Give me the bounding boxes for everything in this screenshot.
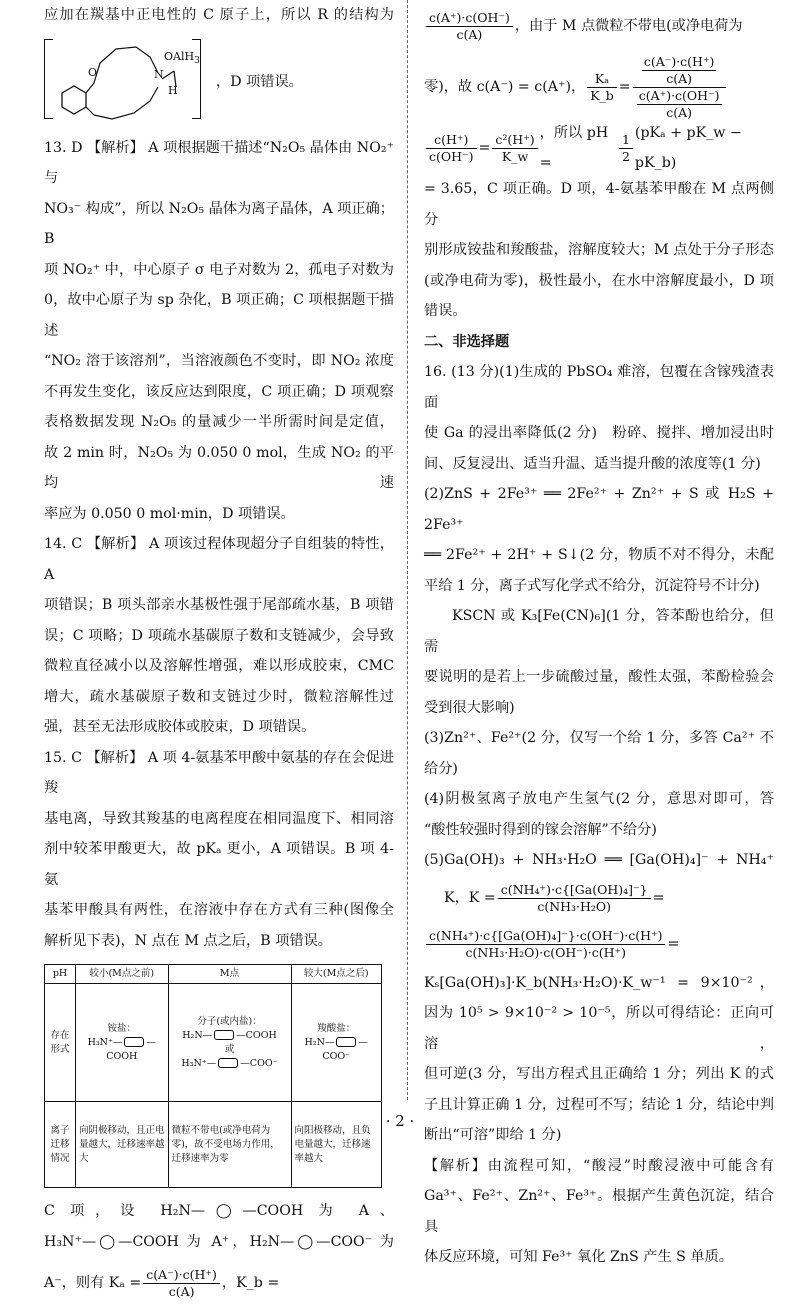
section-title: 二、非选择题	[424, 333, 510, 350]
k-equation	[424, 876, 774, 922]
q16-line: (2)ZnS + 2Fe³⁺ ══ 2Fe²⁺ + Zn²⁺ + S 或 H₂S + 2Fe³⁺	[424, 486, 774, 533]
form-table	[44, 964, 382, 1188]
q15-line: 解析见下表)，N 点在 M 点之后，B 项错误。	[44, 932, 332, 949]
q13-line: 率应为 0.050 0 mol·min，D 项错误。	[44, 505, 295, 522]
formula: H₃N⁺— —COO⁻	[181, 1057, 278, 1069]
nitrogen-label: N	[154, 67, 164, 81]
structure-r	[44, 33, 394, 123]
right-column	[424, 0, 774, 1273]
q15-line: 基苯甲酸具有两性，在溶液中存在方式有三种(图像全	[44, 902, 394, 918]
kb-fraction: $\frac{c(A^+)\cdot c(OH^-)}{c(A)}$	[426, 10, 513, 43]
ka-kb-fraction: $\frac{\text{Kₐ}}{K\_b}$	[587, 71, 617, 104]
alh3-group-label: OAlH$_3$	[164, 49, 200, 66]
q16-line: 给分)	[424, 760, 458, 777]
q16-line: 受到很大影响)	[424, 699, 515, 716]
q16-line: ══ 2Fe²⁺ + 2H⁺ + S↓(2 分，物质不对不得分，未配	[424, 547, 774, 563]
q15-line: 15. C 【解析】 A 项 4-氨基苯甲酸中氨基的存在会促进羧	[44, 749, 394, 796]
table-header: 较小(M点之前)	[76, 965, 169, 984]
table-header-row	[45, 965, 382, 984]
q13-line: 0，故中心原子为 sp 杂化，B 项正确；C 项根据题干描述	[44, 292, 394, 339]
formula: H₃N⁺— —COOH	[87, 1036, 156, 1062]
ph-equation: $\frac{c(H^+)}{c(OH^-)}$ = $\frac{\text{c²(H⁺)}}{K\_w}$ ，所以 pH = $\frac{1}{2}$ (pKₐ + pK_w − pK_b)	[424, 122, 774, 174]
c-line: H₃N⁺—◯—COOH 为 A⁺，H₂N—◯—COO⁻ 为	[44, 1233, 394, 1250]
equals: =	[618, 78, 631, 95]
q16-line: (3)Zn²⁺、Fe²⁺(2 分，仅写一个给 1 分，多答 Ca²⁺ 不	[424, 730, 774, 746]
c-line: C 项，设 H₂N—◯—COOH 为 A、	[44, 1203, 394, 1219]
q14-line: 强，甚至无法形成胶体或胶束，D 项错误。	[44, 719, 316, 735]
intro-line: 应加在羰基中正电性的 C 原子上，所以 R 的结构为	[44, 7, 394, 23]
ph-tail: (pKₐ + pK_w − pK_b)	[634, 124, 742, 171]
question-15	[44, 743, 394, 957]
h-oh-fraction: $\frac{c(H^+)}{c(OH^-)}$	[426, 132, 477, 165]
k-prefix: K，K =	[444, 890, 496, 907]
q15-line: 剂中较苯甲酸更大，故 pKₐ 更小，A 项错误。B 项 4-氨	[44, 841, 394, 888]
analysis-line: 【解析】由流程可知，“酸浸”时酸浸液中可能含有	[424, 1157, 774, 1174]
d-line: 错误。	[424, 303, 467, 319]
q16-line: 平给 1 分，离子式写化学式不给分，沉淀符号不计分)	[424, 577, 760, 594]
q16-line: 因为 10⁵ > 9×10⁻² > 10⁻⁵，所以可得结论：正向可溶，	[424, 1005, 774, 1052]
ka-equation	[44, 1257, 394, 1309]
q14-line: 项错误；B 项头部亲水基极性强于尾部疏水基，B 项错	[44, 597, 394, 613]
table-cell: 向阳极移动，且负电量越大，迁移速率越大	[291, 1102, 382, 1188]
q15-line: 基电离，导致其羧基的电离程度在相同温度下、相同溶	[44, 810, 394, 827]
hydrogen-label: H	[168, 83, 178, 97]
structure-caption: ，D 项错误。	[216, 73, 303, 90]
k-fraction: $\frac{\text{c(NH₄⁺)·c\{[Ga(OH)₄]⁻\}}}{\text{c(NH₃·H₂O)}}$	[498, 882, 651, 915]
table-header: pH	[45, 965, 76, 984]
q14-line: 14. C 【解析】 A 项该过程体现超分子自组装的特性，A	[44, 536, 394, 583]
q16-line: Kₛ[Ga(OH)₃]·K_b(NH₃·H₂O)·K_w⁻¹ = 9×10⁻²，	[424, 974, 774, 991]
ratio-equation	[424, 52, 774, 122]
compound-fraction: $\frac{\frac{c(A^-)\cdot c(H^+)}{c(A)}}{\frac{c(A^+)\cdot c(OH^-)}{c(A)}}$	[633, 54, 726, 121]
analysis-line: Ga³⁺、Fe²⁺、Zn²⁺、Fe³⁺。根据产生黄色沉淀，结合具	[424, 1188, 774, 1235]
kb-text: ，由于 M 点微粒不带电(或净电荷为	[514, 17, 743, 34]
question-13	[44, 133, 394, 530]
q14-line: 误；C 项略；D 项疏水基碳原子数和支链减少，会导致	[44, 627, 394, 644]
h2-kw-fraction: $\frac{\text{c²(H⁺)}}{K\_w}$	[492, 132, 537, 165]
c-item	[44, 1196, 394, 1309]
q16-line: 子且计算正确 1 分，过程可不写；结论 1 分，结论中判	[424, 1096, 774, 1113]
ka-prefix: A⁻，则有 Kₐ =	[44, 1274, 142, 1291]
q13-line: “NO₂ 溶于该溶剂”，当溶液颜色不变时，即 NO₂ 浓度	[44, 353, 394, 369]
q13-line: 故 2 min 时，N₂O₅ 为 0.050 0 mol，生成 NO₂ 的平均速	[44, 444, 394, 491]
d-line: (或净电荷为零)，极性最小，在水中溶解度最小，D 项	[424, 272, 774, 289]
q16-line: 使 Ga 的浸出率降低(2 分) 粉碎、搅拌、增加浸出时	[424, 425, 774, 441]
crown-ether-structure-icon	[50, 35, 200, 123]
right-bracket	[192, 39, 201, 119]
q14-line: 微粒直径减小以及溶解性增强，难以形成胶束，CMC	[44, 658, 394, 674]
d-line: = 3.65，C 项正确。D 项，4-氨基苯甲酸在 M 点两侧分	[424, 181, 774, 228]
analysis-line: 体反应环境，可知 Fe³⁺ 氧化 ZnS 产生 S 单质。	[424, 1249, 733, 1265]
cell-title: 铵盐：	[107, 1022, 137, 1034]
q16-line: KSCN 或 K₃[Fe(CN)₆](1 分，答苯酚也给分，但需	[424, 608, 774, 655]
q14-line: 增大，疏水基碳原子数和支链过少时，微粒溶解性过	[44, 688, 394, 705]
formula: H₂N— —COO⁻	[304, 1036, 368, 1062]
question-16	[424, 357, 774, 1273]
table-cell	[76, 984, 169, 1102]
ether-oxygen-label: O	[88, 65, 98, 79]
q13-line: 表格数据发现 N₂O₅ 的量减少一半所需时间是定值，	[44, 414, 394, 430]
k-long-fraction: $\frac{\text{c(NH₄⁺)·c\{[Ga(OH)₄]⁻\}·c(OH⁻)·c(H⁺)}}{\text{c(NH₃·H₂O)·c(OH⁻)·c(H⁺)}}$	[426, 928, 665, 961]
q16-line: 但可逆(3 分，写出方程式且正确给 1 分；列出 K 的式	[424, 1066, 774, 1082]
q16-line: 16. (13 分)(1)生成的 PbSO₄ 难溶，包覆在含镓残渣表面	[424, 364, 774, 411]
page-number: · 2 ·	[385, 1112, 415, 1130]
q13-line: 13. D 【解析】 A 项根据题干描述“N₂O₅ 晶体由 NO₂⁺ 与	[44, 139, 394, 186]
q13-line: 项 NO₂⁺ 中，中心原子 σ 电子对数为 2，孤电子对数为	[44, 261, 394, 278]
kb-equation	[424, 0, 774, 52]
table-header: 较大(M点之后)	[291, 965, 382, 984]
q16-line: 要说明的是若上一步硫酸过量，酸性太强，苯酚检验会	[424, 669, 774, 685]
ratio-text: 零)，故 c(A⁻) = c(A⁺)，	[424, 78, 586, 95]
table-cell	[291, 984, 382, 1102]
equals: =	[667, 936, 680, 953]
or-label: 或	[224, 1043, 235, 1055]
q16-line: 断出“可溶”即给 1 分)	[424, 1127, 562, 1143]
d-line: 别形成铵盐和羧酸盐，溶解度较大；M 点处于分子形态	[424, 242, 774, 258]
q13-line: NO₃⁻ 构成”，所以 N₂O₅ 晶体为离子晶体，A 项正确；B	[44, 200, 394, 247]
kb-prefix: ，K_b =	[221, 1274, 280, 1291]
q16-line: “酸性较强时得到的镓会溶解”不给分)	[424, 821, 657, 838]
table-row	[45, 984, 382, 1102]
question-14	[44, 529, 394, 743]
q16-line: (5)Ga(OH)₃ + NH₃·H₂O ══ [Ga(OH)₄]⁻ + NH₄⁺	[424, 852, 774, 868]
table-cell: 向阴极移动，且正电量越大，迁移速率越大	[76, 1102, 169, 1188]
cell-title: 羧酸盐：	[317, 1022, 356, 1034]
q13-line: 不再发生变化，该反应达到限度，C 项正确；D 项观察	[44, 383, 394, 400]
half-fraction: $\frac{1}{2}$	[619, 132, 633, 165]
q16-line: 间、反复浸出、适当升温、适当提升酸的浓度等(1 分)	[424, 455, 761, 472]
ph-text: ，所以 pH =	[539, 124, 609, 171]
equals: =	[652, 890, 665, 907]
cell-title: 分子(或内盐)：	[197, 1015, 262, 1027]
table-cell	[168, 984, 291, 1102]
ka-fraction: $\frac{c(A^-)\cdot c(H^+)}{c(A)}$	[143, 1267, 220, 1300]
table-header: M点	[168, 965, 291, 984]
table-cell: 微粒不带电(或净电荷为零)，故不受电场力作用，迁移速率为零	[168, 1102, 291, 1188]
q16-line: (4)阴极氢离子放电产生氢气(2 分，意思对即可，答	[424, 791, 774, 807]
formula: H₂N— —COOH	[182, 1029, 277, 1041]
table-row-label: 存在形式	[45, 984, 76, 1102]
table-row-label: 离子迁移情况	[45, 1102, 76, 1188]
column-divider	[407, 0, 408, 1100]
k-long-equation	[424, 922, 774, 968]
